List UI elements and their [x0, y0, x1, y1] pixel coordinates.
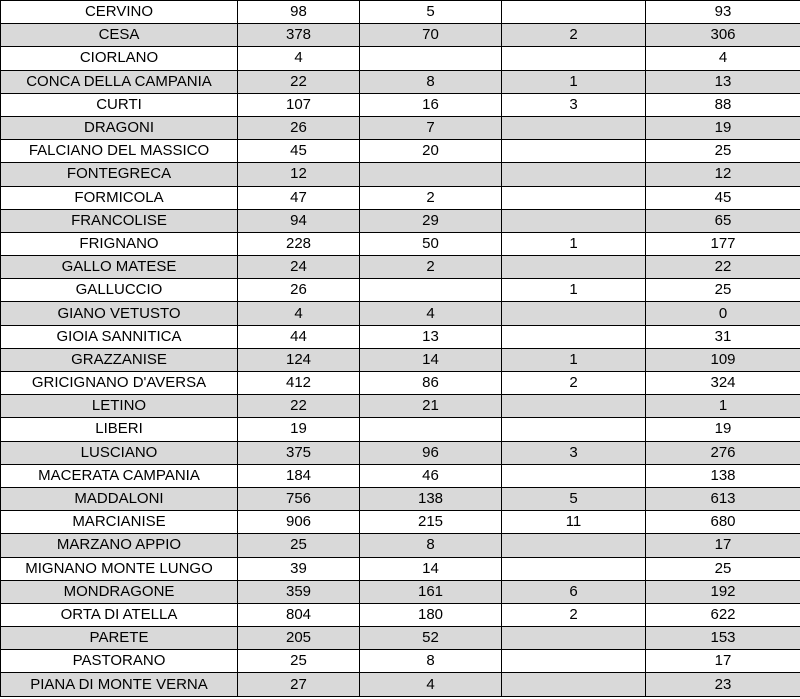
value-cell-3 — [502, 557, 646, 580]
value-cell-3: 1 — [502, 232, 646, 255]
comune-cell: MIGNANO MONTE LUNGO — [1, 557, 238, 580]
value-cell-1: 228 — [238, 232, 360, 255]
table-row — [1, 209, 800, 232]
comune-cell: GRAZZANISE — [1, 348, 238, 371]
value-cell-1: 98 — [238, 1, 360, 24]
value-cell-2 — [360, 418, 502, 441]
table-row — [1, 116, 800, 139]
value-cell-4: 19 — [646, 418, 800, 441]
table-row — [1, 603, 800, 626]
value-cell-1: 26 — [238, 116, 360, 139]
comune-cell: MARZANO APPIO — [1, 534, 238, 557]
value-cell-1: 39 — [238, 557, 360, 580]
value-cell-1: 22 — [238, 395, 360, 418]
value-cell-4: 19 — [646, 116, 800, 139]
value-cell-2: 46 — [360, 464, 502, 487]
value-cell-3 — [502, 395, 646, 418]
value-cell-2: 7 — [360, 116, 502, 139]
comune-cell: FRANCOLISE — [1, 209, 238, 232]
value-cell-4: 0 — [646, 302, 800, 325]
table-row — [1, 70, 800, 93]
value-cell-3: 2 — [502, 603, 646, 626]
comune-cell: PIANA DI MONTE VERNA — [1, 673, 238, 696]
value-cell-2: 138 — [360, 487, 502, 510]
value-cell-1: 906 — [238, 511, 360, 534]
value-cell-1: 25 — [238, 534, 360, 557]
value-cell-1: 12 — [238, 163, 360, 186]
value-cell-2 — [360, 47, 502, 70]
table-row — [1, 1, 800, 24]
value-cell-4: 13 — [646, 70, 800, 93]
table-row — [1, 47, 800, 70]
value-cell-3: 1 — [502, 70, 646, 93]
comune-cell: FALCIANO DEL MASSICO — [1, 140, 238, 163]
table-row — [1, 140, 800, 163]
table-row — [1, 325, 800, 348]
value-cell-2: 8 — [360, 534, 502, 557]
value-cell-3 — [502, 186, 646, 209]
table-body — [1, 1, 800, 697]
value-cell-3 — [502, 534, 646, 557]
value-cell-3: 2 — [502, 24, 646, 47]
value-cell-1: 24 — [238, 256, 360, 279]
value-cell-2 — [360, 163, 502, 186]
value-cell-3 — [502, 47, 646, 70]
value-cell-1: 45 — [238, 140, 360, 163]
value-cell-4: 22 — [646, 256, 800, 279]
value-cell-3 — [502, 256, 646, 279]
table-row — [1, 557, 800, 580]
comune-cell: FORMICOLA — [1, 186, 238, 209]
value-cell-2: 29 — [360, 209, 502, 232]
value-cell-1: 124 — [238, 348, 360, 371]
value-cell-4: 88 — [646, 93, 800, 116]
table-row — [1, 487, 800, 510]
value-cell-4: 324 — [646, 372, 800, 395]
comune-cell: MONDRAGONE — [1, 580, 238, 603]
value-cell-3 — [502, 418, 646, 441]
value-cell-3: 5 — [502, 487, 646, 510]
value-cell-4: 109 — [646, 348, 800, 371]
comune-cell: MARCIANISE — [1, 511, 238, 534]
comune-cell: CURTI — [1, 93, 238, 116]
table-row — [1, 673, 800, 696]
value-cell-3 — [502, 673, 646, 696]
comune-cell: FRIGNANO — [1, 232, 238, 255]
value-cell-2: 215 — [360, 511, 502, 534]
table-row — [1, 418, 800, 441]
value-cell-4: 93 — [646, 1, 800, 24]
comune-cell: CESA — [1, 24, 238, 47]
table-row — [1, 302, 800, 325]
value-cell-3 — [502, 116, 646, 139]
value-cell-4: 153 — [646, 627, 800, 650]
value-cell-2: 16 — [360, 93, 502, 116]
value-cell-3: 1 — [502, 279, 646, 302]
comune-cell: GIANO VETUSTO — [1, 302, 238, 325]
value-cell-4: 31 — [646, 325, 800, 348]
value-cell-1: 804 — [238, 603, 360, 626]
table-row — [1, 511, 800, 534]
table-row — [1, 580, 800, 603]
comune-cell: GIOIA SANNITICA — [1, 325, 238, 348]
value-cell-1: 378 — [238, 24, 360, 47]
comune-cell: MACERATA CAMPANIA — [1, 464, 238, 487]
value-cell-4: 17 — [646, 534, 800, 557]
value-cell-4: 177 — [646, 232, 800, 255]
value-cell-4: 306 — [646, 24, 800, 47]
value-cell-2: 161 — [360, 580, 502, 603]
value-cell-4: 276 — [646, 441, 800, 464]
value-cell-4: 138 — [646, 464, 800, 487]
value-cell-3 — [502, 209, 646, 232]
table-row — [1, 627, 800, 650]
value-cell-2: 70 — [360, 24, 502, 47]
value-cell-3 — [502, 627, 646, 650]
value-cell-2: 4 — [360, 673, 502, 696]
value-cell-1: 25 — [238, 650, 360, 673]
value-cell-4: 680 — [646, 511, 800, 534]
comune-cell: LIBERI — [1, 418, 238, 441]
comune-cell: LETINO — [1, 395, 238, 418]
comune-cell: ORTA DI ATELLA — [1, 603, 238, 626]
value-cell-2: 20 — [360, 140, 502, 163]
value-cell-3: 6 — [502, 580, 646, 603]
value-cell-2: 14 — [360, 557, 502, 580]
value-cell-1: 22 — [238, 70, 360, 93]
comune-cell: CIORLANO — [1, 47, 238, 70]
value-cell-3 — [502, 140, 646, 163]
value-cell-2: 52 — [360, 627, 502, 650]
value-cell-2: 8 — [360, 70, 502, 93]
value-cell-2: 8 — [360, 650, 502, 673]
table-row — [1, 256, 800, 279]
table-row — [1, 372, 800, 395]
value-cell-4: 25 — [646, 279, 800, 302]
value-cell-4: 65 — [646, 209, 800, 232]
comune-cell: PARETE — [1, 627, 238, 650]
value-cell-1: 184 — [238, 464, 360, 487]
comune-cell: DRAGONI — [1, 116, 238, 139]
value-cell-3: 3 — [502, 441, 646, 464]
value-cell-1: 19 — [238, 418, 360, 441]
value-cell-4: 25 — [646, 557, 800, 580]
comune-cell: PASTORANO — [1, 650, 238, 673]
value-cell-2: 96 — [360, 441, 502, 464]
value-cell-2: 13 — [360, 325, 502, 348]
comune-cell: GALLO MATESE — [1, 256, 238, 279]
value-cell-4: 192 — [646, 580, 800, 603]
value-cell-2: 21 — [360, 395, 502, 418]
value-cell-3 — [502, 325, 646, 348]
value-cell-1: 205 — [238, 627, 360, 650]
value-cell-1: 359 — [238, 580, 360, 603]
value-cell-3 — [502, 302, 646, 325]
value-cell-1: 4 — [238, 302, 360, 325]
value-cell-1: 107 — [238, 93, 360, 116]
value-cell-3 — [502, 163, 646, 186]
value-cell-4: 613 — [646, 487, 800, 510]
comune-cell: CONCA DELLA CAMPANIA — [1, 70, 238, 93]
value-cell-4: 45 — [646, 186, 800, 209]
value-cell-2 — [360, 279, 502, 302]
table-row — [1, 464, 800, 487]
value-cell-2: 2 — [360, 186, 502, 209]
table-row — [1, 650, 800, 673]
value-cell-1: 27 — [238, 673, 360, 696]
value-cell-1: 47 — [238, 186, 360, 209]
value-cell-1: 26 — [238, 279, 360, 302]
value-cell-4: 622 — [646, 603, 800, 626]
comune-cell: LUSCIANO — [1, 441, 238, 464]
value-cell-4: 4 — [646, 47, 800, 70]
value-cell-3 — [502, 1, 646, 24]
value-cell-1: 375 — [238, 441, 360, 464]
table-row — [1, 186, 800, 209]
value-cell-3 — [502, 650, 646, 673]
value-cell-2: 180 — [360, 603, 502, 626]
value-cell-1: 412 — [238, 372, 360, 395]
value-cell-1: 4 — [238, 47, 360, 70]
value-cell-3: 2 — [502, 372, 646, 395]
comune-cell: GALLUCCIO — [1, 279, 238, 302]
table-row — [1, 534, 800, 557]
value-cell-4: 12 — [646, 163, 800, 186]
comune-cell: GRICIGNANO D'AVERSA — [1, 372, 238, 395]
comune-cell: MADDALONI — [1, 487, 238, 510]
value-cell-4: 17 — [646, 650, 800, 673]
value-cell-1: 756 — [238, 487, 360, 510]
value-cell-3: 1 — [502, 348, 646, 371]
table-row — [1, 395, 800, 418]
value-cell-2: 5 — [360, 1, 502, 24]
comune-cell: FONTEGRECA — [1, 163, 238, 186]
value-cell-2: 14 — [360, 348, 502, 371]
value-cell-3 — [502, 464, 646, 487]
value-cell-2: 4 — [360, 302, 502, 325]
table-row — [1, 441, 800, 464]
value-cell-2: 2 — [360, 256, 502, 279]
table-row — [1, 163, 800, 186]
value-cell-1: 44 — [238, 325, 360, 348]
table-row — [1, 24, 800, 47]
table-row — [1, 232, 800, 255]
value-cell-2: 50 — [360, 232, 502, 255]
value-cell-1: 94 — [238, 209, 360, 232]
table-row — [1, 348, 800, 371]
value-cell-4: 1 — [646, 395, 800, 418]
value-cell-3: 3 — [502, 93, 646, 116]
table-row — [1, 93, 800, 116]
table-row — [1, 279, 800, 302]
value-cell-4: 23 — [646, 673, 800, 696]
value-cell-2: 86 — [360, 372, 502, 395]
comune-cell: CERVINO — [1, 1, 238, 24]
value-cell-4: 25 — [646, 140, 800, 163]
value-cell-3: 11 — [502, 511, 646, 534]
